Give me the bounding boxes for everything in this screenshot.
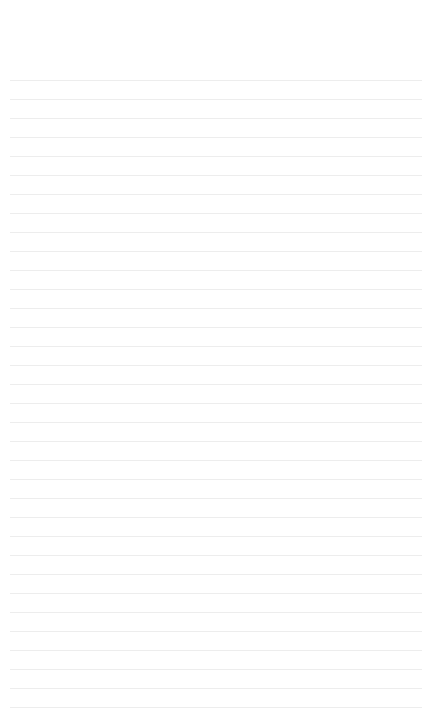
text-line-guides [10,62,422,710]
article-body [10,62,422,710]
article-headline [10,8,422,56]
